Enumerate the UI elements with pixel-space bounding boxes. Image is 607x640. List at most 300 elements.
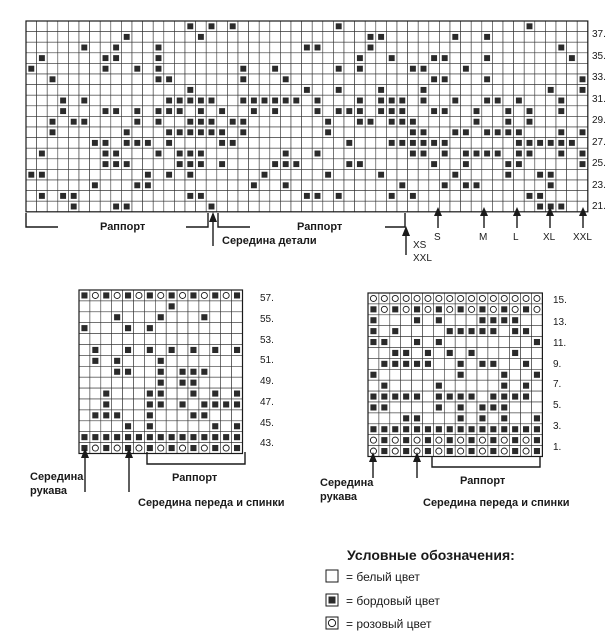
stitch-cell (121, 116, 132, 127)
stitch-cell (433, 358, 444, 369)
stitch-cell (323, 63, 334, 74)
burgundy-stitch (403, 393, 409, 399)
stitch-cell (488, 413, 499, 424)
stitch-cell (280, 63, 291, 74)
stitch-cell (227, 169, 238, 180)
stitch-cell (567, 148, 578, 159)
burgundy-stitch (534, 415, 540, 421)
burgundy-stitch (392, 328, 398, 334)
stitch-cell (524, 127, 535, 138)
stitch-cell (79, 355, 90, 366)
sleeve-center-front-back-label: Середина переда и спинки (138, 497, 285, 509)
burgundy-stitch (479, 415, 485, 421)
stitch-cell (143, 32, 154, 43)
stitch-cell (26, 138, 37, 149)
stitch-cell (471, 74, 482, 85)
row-number: 23. (592, 180, 606, 191)
stitch-cell (450, 180, 461, 191)
pink-stitch (392, 295, 398, 301)
stitch-cell (477, 348, 488, 359)
stitch-cell (471, 42, 482, 53)
stitch-cell (450, 138, 461, 149)
burgundy-stitch (212, 434, 218, 440)
stitch-cell (249, 21, 260, 32)
stitch-cell (577, 191, 588, 202)
stitch-cell (227, 32, 238, 43)
yoke-chart-row-numbers (553, 295, 567, 453)
stitch-cell (302, 201, 313, 212)
stitch-cell (47, 191, 58, 202)
burgundy-stitch (458, 328, 464, 334)
burgundy-stitch (399, 140, 405, 146)
stitch-cell (524, 42, 535, 53)
stitch-cell (221, 312, 232, 323)
stitch-cell (466, 380, 477, 391)
burgundy-stitch (336, 66, 342, 72)
stitch-cell (188, 355, 199, 366)
burgundy-stitch (293, 161, 299, 167)
burgundy-stitch (240, 119, 246, 125)
stitch-cell (270, 32, 281, 43)
stitch-cell (365, 95, 376, 106)
stitch-cell (355, 127, 366, 138)
stitch-cell (68, 63, 79, 74)
burgundy-stitch (325, 129, 331, 135)
stitch-cell (450, 106, 461, 117)
stitch-cell (492, 201, 503, 212)
stitch-cell (503, 21, 514, 32)
size-label-m: M (479, 232, 488, 243)
burgundy-stitch (92, 412, 98, 418)
stitch-cell (477, 337, 488, 348)
stitch-cell (58, 21, 69, 32)
burgundy-stitch (315, 151, 321, 157)
stitch-cell (90, 159, 101, 170)
stitch-cell (482, 180, 493, 191)
stitch-cell (461, 53, 472, 64)
burgundy-stitch (283, 182, 289, 188)
stitch-cell (556, 32, 567, 43)
burgundy-stitch (158, 358, 164, 364)
stitch-cell (577, 63, 588, 74)
stitch-cell (280, 116, 291, 127)
stitch-cell (323, 74, 334, 85)
legend-item-white (326, 570, 420, 584)
stitch-cell (134, 345, 145, 356)
stitch-cell (123, 388, 134, 399)
row-number: 35. (592, 51, 606, 62)
stitch-cell (134, 366, 145, 377)
burgundy-stitch (436, 404, 442, 410)
burgundy-stitch (187, 119, 193, 125)
row-number: 37. (592, 29, 606, 40)
stitch-cell (217, 32, 228, 43)
stitch-cell (291, 191, 302, 202)
stitch-cell (155, 301, 166, 312)
stitch-cell (280, 201, 291, 212)
stitch-cell (412, 369, 423, 380)
burgundy-stitch (134, 108, 140, 114)
stitch-cell (166, 377, 177, 388)
stitch-cell (206, 74, 217, 85)
stitch-cell (323, 42, 334, 53)
burgundy-stitch (410, 140, 416, 146)
stitch-cell (185, 74, 196, 85)
stitch-cell (444, 413, 455, 424)
stitch-cell (238, 148, 249, 159)
stitch-cell (386, 159, 397, 170)
stitch-cell (577, 32, 588, 43)
stitch-cell (461, 116, 472, 127)
stitch-cell (227, 42, 238, 53)
stitch-cell (503, 180, 514, 191)
stitch-cell (376, 159, 387, 170)
row-number: 51. (260, 355, 274, 366)
stitch-cell (79, 388, 90, 399)
burgundy-stitch (92, 140, 98, 146)
stitch-cell (492, 21, 503, 32)
stitch-cell (280, 191, 291, 202)
stitch-cell (482, 21, 493, 32)
burgundy-stitch (125, 347, 131, 353)
stitch-cell (123, 301, 134, 312)
burgundy-stitch (336, 23, 342, 29)
stitch-cell (423, 402, 434, 413)
stitch-cell (174, 191, 185, 202)
stitch-cell (58, 169, 69, 180)
stitch-cell (166, 388, 177, 399)
burgundy-stitch (113, 151, 119, 157)
burgundy-stitch (177, 108, 183, 114)
stitch-cell (47, 32, 58, 43)
stitch-cell (524, 201, 535, 212)
stitch-cell (217, 95, 228, 106)
burgundy-stitch (336, 87, 342, 93)
stitch-cell (344, 201, 355, 212)
stitch-cell (439, 127, 450, 138)
stitch-cell (174, 180, 185, 191)
stitch-cell (577, 42, 588, 53)
stitch-cell (535, 42, 546, 53)
stitch-cell (492, 32, 503, 43)
stitch-cell (433, 413, 444, 424)
stitch-cell (376, 21, 387, 32)
stitch-cell (291, 116, 302, 127)
stitch-cell (174, 42, 185, 53)
stitch-cell (68, 180, 79, 191)
burgundy-stitch (484, 129, 490, 135)
stitch-cell (386, 169, 397, 180)
burgundy-stitch (134, 182, 140, 188)
burgundy-stitch (484, 151, 490, 157)
stitch-cell (37, 201, 48, 212)
stitch-cell (439, 201, 450, 212)
stitch-cell (386, 63, 397, 74)
burgundy-stitch (505, 172, 511, 178)
stitch-cell (238, 201, 249, 212)
xs-xxl-arrow (402, 226, 410, 255)
burgundy-stitch (458, 361, 464, 367)
pink-stitch (403, 295, 409, 301)
burgundy-stitch (114, 412, 120, 418)
stitch-cell (101, 355, 112, 366)
stitch-cell (450, 53, 461, 64)
stitch-cell (503, 85, 514, 96)
stitch-cell (408, 74, 419, 85)
burgundy-stitch (548, 140, 554, 146)
burgundy-stitch (190, 380, 196, 386)
stitch-cell (232, 334, 243, 345)
stitch-cell (365, 138, 376, 149)
stitch-cell (323, 21, 334, 32)
stitch-cell (344, 85, 355, 96)
stitch-cell (514, 106, 525, 117)
burgundy-stitch (169, 347, 175, 353)
stitch-cell (199, 421, 210, 432)
stitch-cell (227, 201, 238, 212)
stitch-cell (450, 42, 461, 53)
stitch-cell (249, 127, 260, 138)
burgundy-stitch (425, 361, 431, 367)
burgundy-stitch (71, 119, 77, 125)
stitch-cell (510, 413, 521, 424)
stitch-cell (123, 334, 134, 345)
stitch-cell (439, 191, 450, 202)
stitch-cell (423, 326, 434, 337)
burgundy-stitch (103, 151, 109, 157)
burgundy-stitch (201, 412, 207, 418)
burgundy-stitch (156, 55, 162, 61)
burgundy-stitch (548, 87, 554, 93)
pink-stitch (523, 448, 529, 454)
stitch-cell (577, 116, 588, 127)
burgundy-stitch (103, 140, 109, 146)
stitch-cell (90, 127, 101, 138)
burgundy-stitch (81, 119, 87, 125)
burgundy-stitch (558, 151, 564, 157)
stitch-cell (196, 201, 207, 212)
stitch-cell (408, 42, 419, 53)
stitch-cell (249, 85, 260, 96)
stitch-cell (249, 32, 260, 43)
burgundy-stitch (431, 108, 437, 114)
burgundy-stitch (558, 129, 564, 135)
stitch-cell (401, 337, 412, 348)
stitch-cell (26, 21, 37, 32)
burgundy-stitch (156, 76, 162, 82)
stitch-cell (270, 138, 281, 149)
burgundy-stitch (447, 426, 453, 432)
stitch-cell (196, 138, 207, 149)
burgundy-stitch (39, 151, 45, 157)
burgundy-stitch (219, 129, 225, 135)
burgundy-stitch (39, 193, 45, 199)
burgundy-stitch (421, 98, 427, 104)
stitch-cell (210, 355, 221, 366)
stitch-cell (221, 366, 232, 377)
stitch-cell (524, 85, 535, 96)
stitch-cell (577, 169, 588, 180)
stitch-cell (174, 32, 185, 43)
stitch-cell (471, 32, 482, 43)
stitch-cell (439, 85, 450, 96)
stitch-cell (291, 201, 302, 212)
stitch-cell (101, 366, 112, 377)
stitch-cell (79, 53, 90, 64)
stitch-cell (455, 348, 466, 359)
burgundy-stitch (468, 426, 474, 432)
stitch-cell (217, 191, 228, 202)
stitch-cell (450, 63, 461, 74)
stitch-cell (524, 53, 535, 64)
stitch-cell (365, 191, 376, 202)
stitch-cell (355, 85, 366, 96)
stitch-cell (177, 410, 188, 421)
stitch-cell (68, 95, 79, 106)
stitch-cell (471, 127, 482, 138)
stitch-cell (90, 63, 101, 74)
stitch-cell (90, 106, 101, 117)
stitch-cell (302, 180, 313, 191)
stitch-cell (37, 106, 48, 117)
stitch-cell (90, 148, 101, 159)
pink-stitch (458, 295, 464, 301)
stitch-cell (111, 169, 122, 180)
burgundy-stitch (436, 317, 442, 323)
burgundy-stitch (468, 437, 474, 443)
stitch-cell (121, 85, 132, 96)
burgundy-stitch (458, 393, 464, 399)
burgundy-stitch (484, 98, 490, 104)
burgundy-stitch (516, 151, 522, 157)
stitch-cell (280, 106, 291, 117)
stitch-cell (365, 159, 376, 170)
burgundy-stitch (495, 98, 501, 104)
stitch-cell (390, 413, 401, 424)
stitch-cell (111, 74, 122, 85)
stitch-cell (79, 366, 90, 377)
burgundy-stitch (501, 426, 507, 432)
burgundy-stitch (103, 161, 109, 167)
stitch-cell (90, 377, 101, 388)
row-number: 7. (553, 379, 562, 390)
stitch-cell (439, 116, 450, 127)
stitch-cell (545, 32, 556, 43)
stitch-cell (144, 312, 155, 323)
burgundy-stitch (81, 98, 87, 104)
stitch-cell (514, 191, 525, 202)
stitch-cell (355, 201, 366, 212)
burgundy-stitch (523, 393, 529, 399)
burgundy-stitch (156, 108, 162, 114)
burgundy-stitch (474, 182, 480, 188)
burgundy-stitch (336, 193, 342, 199)
burgundy-stitch (283, 98, 289, 104)
row-number: 31. (592, 94, 606, 105)
burgundy-stitch (166, 140, 172, 146)
stitch-cell (514, 169, 525, 180)
stitch-cell (174, 53, 185, 64)
stitch-cell (221, 345, 232, 356)
stitch-cell (188, 399, 199, 410)
pink-stitch (179, 292, 185, 298)
stitch-cell (132, 169, 143, 180)
stitch-cell (153, 201, 164, 212)
stitch-cell (196, 180, 207, 191)
stitch-cell (556, 85, 567, 96)
stitch-cell (90, 323, 101, 334)
burgundy-stitch (158, 314, 164, 320)
stitch-cell (499, 358, 510, 369)
stitch-cell (177, 312, 188, 323)
stitch-cell (155, 345, 166, 356)
stitch-cell (461, 21, 472, 32)
burgundy-stitch (389, 98, 395, 104)
burgundy-stitch (523, 426, 529, 432)
stitch-cell (132, 74, 143, 85)
stitch-cell (386, 42, 397, 53)
stitch-cell (58, 85, 69, 96)
stitch-cell (461, 85, 472, 96)
stitch-cell (100, 85, 111, 96)
stitch-cell (90, 301, 101, 312)
stitch-cell (121, 95, 132, 106)
stitch-cell (429, 63, 440, 74)
stitch-cell (227, 148, 238, 159)
stitch-cell (412, 348, 423, 359)
stitch-cell (492, 180, 503, 191)
stitch-cell (68, 169, 79, 180)
stitch-cell (100, 191, 111, 202)
stitch-cell (471, 191, 482, 202)
pink-stitch (479, 448, 485, 454)
stitch-cell (238, 169, 249, 180)
stitch-cell (418, 159, 429, 170)
stitch-cell (112, 399, 123, 410)
stitch-cell (58, 127, 69, 138)
burgundy-stitch (272, 108, 278, 114)
stitch-cell (210, 312, 221, 323)
stitch-cell (153, 127, 164, 138)
stitch-cell (101, 377, 112, 388)
stitch-cell (302, 63, 313, 74)
burgundy-stitch (60, 108, 66, 114)
stitch-cell (510, 358, 521, 369)
stitch-cell (259, 63, 270, 74)
stitch-cell (499, 326, 510, 337)
stitch-cell (365, 180, 376, 191)
stitch-cell (79, 63, 90, 74)
burgundy-stitch (198, 119, 204, 125)
stitch-cell (185, 53, 196, 64)
burgundy-stitch (81, 292, 87, 298)
row-number: 55. (260, 314, 274, 325)
stitch-cell (79, 410, 90, 421)
stitch-cell (397, 159, 408, 170)
burgundy-stitch (425, 350, 431, 356)
stitch-cell (545, 95, 556, 106)
stitch-cell (401, 369, 412, 380)
burgundy-stitch (381, 361, 387, 367)
stitch-cell (323, 95, 334, 106)
stitch-cell (280, 169, 291, 180)
yoke-center-front-back-label: Середина переда и спинки (423, 497, 570, 509)
stitch-cell (153, 21, 164, 32)
stitch-cell (37, 42, 48, 53)
stitch-cell (174, 21, 185, 32)
stitch-cell (471, 53, 482, 64)
burgundy-stitch (81, 325, 87, 331)
